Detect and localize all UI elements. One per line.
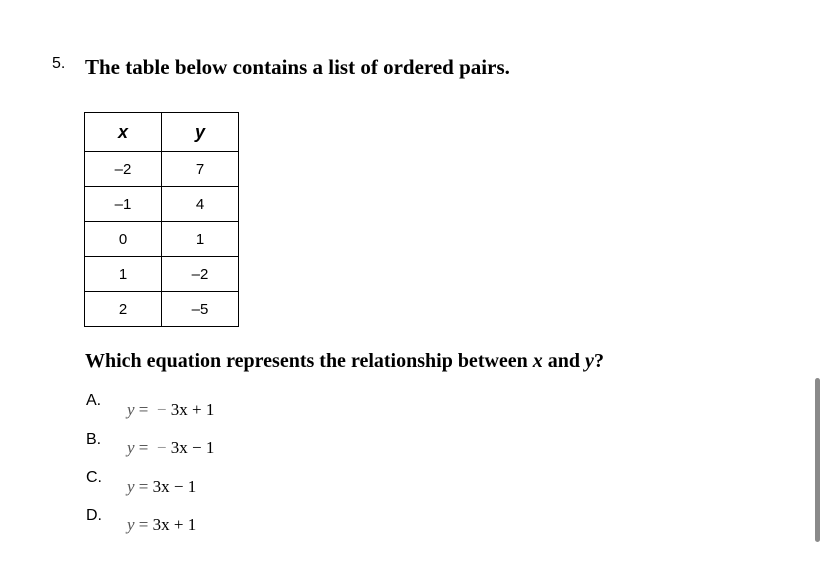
column-header-y: y (162, 113, 239, 152)
vertical-scrollbar[interactable] (815, 378, 820, 542)
table-row (85, 152, 239, 187)
cell-x: –1 (85, 187, 162, 222)
choice-b-body: 3x − 1 (170, 438, 215, 457)
prompt-var-y: y (585, 350, 594, 372)
choice-c-letter[interactable]: C. (86, 469, 102, 486)
choice-c-equation[interactable] (127, 477, 196, 497)
choice-b-letter[interactable]: B. (86, 431, 102, 448)
choice-d-body: 3x + 1 (152, 515, 197, 534)
question-prompt (85, 350, 604, 373)
choice-c-body: 3x − 1 (152, 477, 197, 496)
cell-x: 0 (85, 222, 162, 257)
cell-y: –5 (162, 292, 239, 327)
choice-b-neg: − (152, 438, 171, 457)
question-number: 5. (52, 55, 66, 72)
question-title: The table below contains a list of ordered pairs. (85, 55, 510, 79)
table-row (85, 187, 239, 222)
choice-c-lhs: y (127, 477, 135, 496)
table-row (85, 257, 239, 292)
table-row (85, 292, 239, 327)
choice-b-equals: = (134, 438, 153, 457)
prompt-text-before: Which equation represents the relationship between (85, 350, 533, 372)
prompt-text-middle: and (542, 350, 586, 372)
choice-d-equation[interactable] (127, 515, 196, 535)
prompt-var-x: x (532, 350, 543, 372)
cell-x: 1 (85, 257, 162, 292)
table-row (85, 222, 239, 257)
choice-c-equals: = (134, 477, 153, 496)
cell-x: 2 (85, 292, 162, 327)
choice-d-lhs: y (127, 515, 135, 534)
choice-a-equals: = (134, 400, 153, 419)
choice-a-lhs: y (127, 400, 135, 419)
cell-x: –2 (85, 152, 162, 187)
column-header-x: x (85, 113, 162, 152)
prompt-text-after: ? (593, 350, 604, 372)
choice-b-equation[interactable] (127, 438, 214, 458)
choice-d-letter[interactable]: D. (86, 507, 102, 524)
cell-y: 4 (162, 187, 239, 222)
choice-a-body: 3x + 1 (170, 400, 215, 419)
choice-a-neg: − (152, 400, 171, 419)
cell-y: –2 (162, 257, 239, 292)
choice-d-equals: = (134, 515, 153, 534)
cell-y: 7 (162, 152, 239, 187)
ordered-pairs-table (84, 112, 239, 327)
choice-a-equation[interactable] (127, 400, 214, 420)
choice-b-lhs: y (127, 438, 135, 457)
cell-y: 1 (162, 222, 239, 257)
choice-a-letter[interactable]: A. (86, 392, 102, 409)
table-header-row (85, 113, 239, 152)
